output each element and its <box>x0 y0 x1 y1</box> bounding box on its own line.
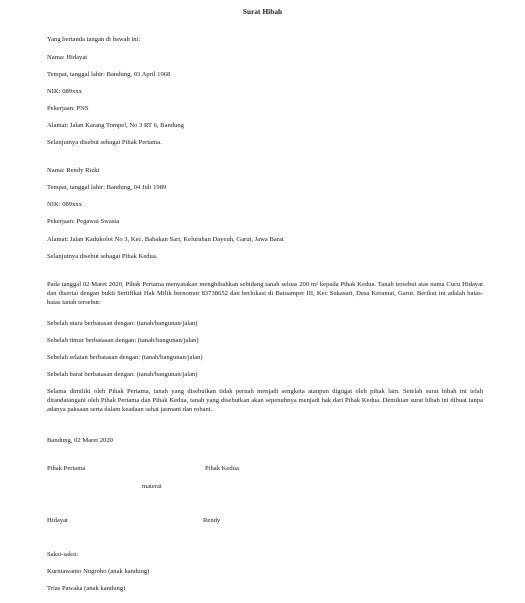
paragraph-hibah: Pada tanggal 02 Maret 2020, Pihak Pertama menyatakan menghibahkan sebidang tanah seluas 200 m² kepada Pihak Kedua. Tanah tersebut atas nama Cucu Hidayat dan disertai dengan bukti Sertifikat Hak Milik bernomor 83738652 dan berlokasi di Batuamper III, Kec Sukasari, Desa Keramat, Garut. Berikut ini adalah batas-batas tanah tersebut: <box>47 281 483 306</box>
pihak-pertama-alamat: Alamat: Jalan Karang Tompel, No 3 RT 6, Bandung <box>47 122 184 129</box>
signature-name-pertama: Hidayat <box>47 517 68 524</box>
paragraph-pernyataan: Selama dimiliki oleh Pihak Pertama, tanah yang disebutkan tidak pernah menjadi sengketa ataupun digugat oleh pihak lain. Setelah surat hibah ini telah ditandatangani oleh Pihak Pertama dan Pihak Kedua, tanah yang disebutkan akan sepenuhnya menjadi hak dari Pihak Kedua. Demikian surat hibah ini dibuat tanpa adanya paksaan serta dalam keadaan sehat jasmani dan rohani. <box>47 388 483 413</box>
pihak-kedua-nama: Nama: Rendy Rizki <box>47 167 100 174</box>
pihak-pertama-ttl: Tempat, tanggal lahir: Bandung, 03 April 1968 <box>47 71 171 78</box>
place-date: Bandung, 02 Maret 2020 <box>47 437 113 444</box>
pihak-kedua-pekerjaan: Pekerjaan: Pegawai Swasta <box>47 218 120 225</box>
pihak-pertama-sebutan: Selanjutnya disebut sebagai Pihak Pertama. <box>47 139 162 146</box>
pihak-pertama-pekerjaan: Pekerjaan: PNS <box>47 105 89 112</box>
saksi-heading: Saksi-saksi: <box>47 551 79 558</box>
intro-text: Yang bertanda tangan di bawah ini: <box>47 36 141 43</box>
signature-label-kedua: Pihak Kedua <box>205 465 239 472</box>
document-title: Surat Hibah <box>242 8 283 16</box>
batas-timur: Sebelah timur berbatasan dengan: (tanah/bangunan/jalan) <box>47 337 199 344</box>
pihak-kedua-nik: NIK: 089xxx <box>47 201 82 208</box>
pihak-pertama-nama: Nama: Hidayat <box>47 54 88 61</box>
pihak-kedua-ttl: Tempat, tanggal lahir: Bandung, 04 Juli 1989 <box>47 184 167 191</box>
materai-label: materai <box>142 483 162 490</box>
signature-label-pertama: Pihak Pertama <box>47 465 86 472</box>
saksi-item: Trias Pawaka (anak kandung) <box>47 585 126 592</box>
batas-selatan: Sebelah selatan berbatasan dengan: (tanah/bangunan/jalan) <box>47 354 203 361</box>
pihak-kedua-alamat: Alamat: Jalan Kadukolot No 3, Kec. Babakan Sari, Kelurahan Dayeuh, Garut, Jawa Barat <box>47 236 284 243</box>
pihak-kedua-sebutan: Selanjutnya disebut sebagai Pihak Kedua. <box>47 253 158 260</box>
batas-barat: Sebelah barat berbatasan dengan: (tanah/bangunan/jalan) <box>47 371 198 378</box>
batas-utara: Sebelah utara berbatasan dengan: (tanah/bangunan/jalan) <box>47 320 198 327</box>
saksi-item: Kurniawanto Nugroho (anak kandung) <box>47 568 150 575</box>
pihak-pertama-nik: NIK: 089xxx <box>47 88 82 95</box>
signature-name-kedua: Rendy <box>203 517 221 524</box>
